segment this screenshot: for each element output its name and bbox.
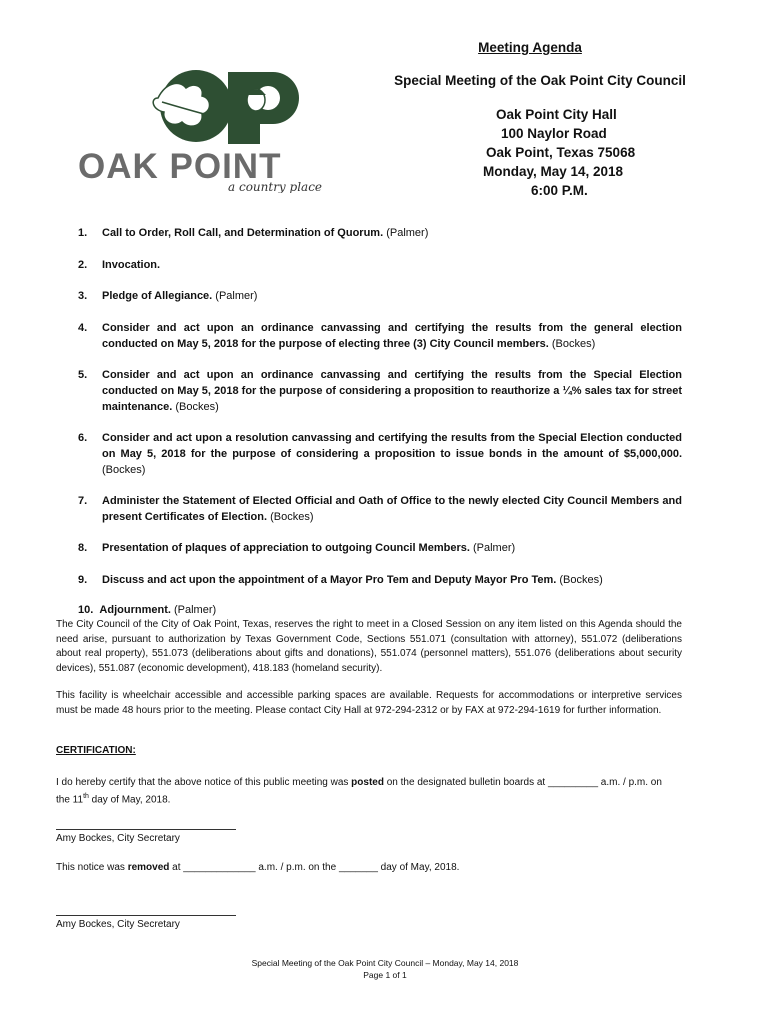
signer-name: Amy Bockes, City Secretary (56, 833, 180, 844)
agenda-item: 10. Adjournment. (Palmer) (78, 604, 217, 616)
certification-heading: CERTIFICATION: (56, 745, 136, 756)
logo-tagline: a country place (228, 180, 323, 193)
signature-line (56, 915, 236, 916)
meeting-time: 6:00 P.M. (531, 183, 588, 198)
posted-statement: I do hereby certify that the above notice of this public meeting was posted on the designated bulletin boards at _________ a.m. / p.m. on the 11th day of May, 2018. (56, 777, 662, 806)
signature-line (56, 829, 236, 830)
meeting-date: Monday, May 14, 2018 (483, 164, 624, 179)
address-line: 100 Naylor Road (501, 126, 607, 141)
page-number: Page 1 of 1 (363, 970, 407, 980)
address-line: Oak Point City Hall (496, 107, 617, 122)
removed-statement: This notice was removed at _____________ a.m. / p.m. on the _______ day of May, 2018. (56, 862, 460, 873)
address-line: Oak Point, Texas 75068 (486, 145, 636, 160)
closed-session-notice: The City Council of the City of Oak Point, Texas, reserves the right to meet in a Closed Session on any item listed on this Agenda should the need arise, pursuant to authorization by Texas Government Code, Sections 551.071 (consultation with attorney), 551.072 (deliberations about real property), 551.073 (deliberations about gifts and donations), 551.074 (personnel matters), 551.076 (deliberations about security devices), 551.087 (economic development), 418.183 (homeland security). (56, 619, 682, 674)
oak-point-logo (78, 68, 343, 193)
signer-name: Amy Bockes, City Secretary (56, 919, 180, 930)
logo-wordmark: OAK POINT (78, 147, 282, 186)
meeting-subtitle: Special Meeting of the Oak Point City Council (394, 73, 686, 88)
oak-leaf-icon (153, 83, 209, 126)
page-title: Meeting Agenda (478, 40, 582, 55)
accessibility-notice: This facility is wheelchair accessible and accessible parking spaces are available. Requests for accommodations or interpretive services must be made 48 hours prior to the meeting. Please contact City Hall at 972-294-2312 or by FAX at 972-294-1619 for further information. (56, 690, 682, 716)
footer-text: Special Meeting of the Oak Point City Council – Monday, May 14, 2018 (251, 958, 519, 968)
